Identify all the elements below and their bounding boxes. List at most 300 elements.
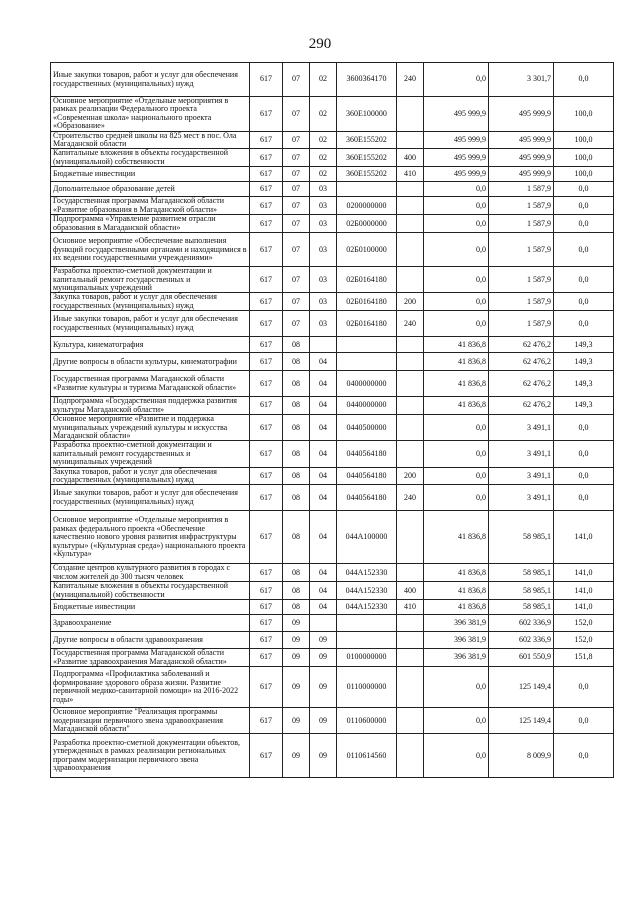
section-cell: 07: [283, 293, 310, 311]
execution-percent-cell: 100,0: [554, 149, 614, 167]
ved-cell: 617: [250, 311, 283, 337]
ved-cell: 617: [250, 215, 283, 233]
expense-type-cell: 240: [397, 311, 424, 337]
ved-cell: 617: [250, 182, 283, 197]
table-row: [51, 293, 614, 311]
expense-type-cell: [397, 337, 424, 353]
ved-cell: 617: [250, 293, 283, 311]
target-article-cell: 0400000000: [337, 371, 397, 397]
target-article-cell: 02Б0100000: [337, 233, 397, 267]
ved-cell: 617: [250, 485, 283, 511]
approved-amount-cell: 495 999,9: [424, 131, 489, 149]
section-cell: 07: [283, 215, 310, 233]
executed-amount-cell: 3 491,1: [489, 485, 554, 511]
table-row: [51, 63, 614, 97]
executed-amount-cell: 495 999,9: [489, 97, 554, 132]
row-name-cell: Разработка проектно-сметной документации объектов, утвержденных в рамках реализации региональных программ модернизации первичного звена здравоохранения: [51, 734, 250, 778]
target-article-cell: 044A152330: [337, 564, 397, 582]
target-article-cell: 0110000000: [337, 667, 397, 708]
approved-amount-cell: 0,0: [424, 485, 489, 511]
executed-amount-cell: 602 336,9: [489, 632, 554, 649]
expense-type-cell: [397, 708, 424, 734]
section-cell: 07: [283, 63, 310, 97]
subsection-cell: 09: [310, 632, 337, 649]
row-name-cell: Строительство средней школы на 825 мест в пос. Ола Магаданской области: [51, 131, 250, 149]
subsection-cell: 04: [310, 441, 337, 467]
expense-type-cell: [397, 371, 424, 397]
ved-cell: 617: [250, 397, 283, 415]
target-article-cell: [337, 337, 397, 353]
ved-cell: 617: [250, 511, 283, 564]
ved-cell: 617: [250, 415, 283, 441]
section-cell: 08: [283, 600, 310, 615]
section-cell: 08: [283, 441, 310, 467]
executed-amount-cell: 3 491,1: [489, 441, 554, 467]
execution-percent-cell: 151,8: [554, 649, 614, 667]
approved-amount-cell: 41 836,8: [424, 582, 489, 600]
section-cell: 08: [283, 415, 310, 441]
section-cell: 07: [283, 233, 310, 267]
execution-percent-cell: 0,0: [554, 467, 614, 485]
subsection-cell: 03: [310, 267, 337, 293]
section-cell: 08: [283, 511, 310, 564]
table-row: [51, 415, 614, 441]
table-row: [51, 97, 614, 132]
execution-percent-cell: 0,0: [554, 415, 614, 441]
row-name-cell: Закупка товаров, работ и услуг для обеспечения государственных (муниципальных) нужд: [51, 293, 250, 311]
table-row: [51, 600, 614, 615]
ved-cell: 617: [250, 267, 283, 293]
executed-amount-cell: 58 985,1: [489, 511, 554, 564]
section-cell: 09: [283, 615, 310, 632]
table-row: [51, 149, 614, 167]
subsection-cell: 04: [310, 485, 337, 511]
execution-percent-cell: 152,0: [554, 632, 614, 649]
subsection-cell: 02: [310, 167, 337, 182]
section-cell: 08: [283, 582, 310, 600]
target-article-cell: 044A152330: [337, 600, 397, 615]
row-name-cell: Создание центров культурного развития в городах с числом жителей до 300 тысяч человек: [51, 564, 250, 582]
approved-amount-cell: 495 999,9: [424, 167, 489, 182]
subsection-cell: 04: [310, 582, 337, 600]
row-name-cell: Другие вопросы в области здравоохранения: [51, 632, 250, 649]
section-cell: 09: [283, 667, 310, 708]
table-row: [51, 131, 614, 149]
subsection-cell: 04: [310, 511, 337, 564]
section-cell: 07: [283, 197, 310, 215]
ved-cell: 617: [250, 564, 283, 582]
executed-amount-cell: 58 985,1: [489, 564, 554, 582]
approved-amount-cell: 0,0: [424, 467, 489, 485]
execution-percent-cell: 100,0: [554, 97, 614, 132]
target-article-cell: [337, 632, 397, 649]
approved-amount-cell: 41 836,8: [424, 564, 489, 582]
subsection-cell: 09: [310, 708, 337, 734]
row-name-cell: Иные закупки товаров, работ и услуг для обеспечения государственных (муниципальных) нужд: [51, 485, 250, 511]
row-name-cell: Государственная программа Магаданской области «Развитие культуры и туризма Магаданской области»: [51, 371, 250, 397]
table-row: [51, 337, 614, 353]
approved-amount-cell: 41 836,8: [424, 511, 489, 564]
execution-percent-cell: 141,0: [554, 600, 614, 615]
subsection-cell: 04: [310, 467, 337, 485]
target-article-cell: 0440564180: [337, 467, 397, 485]
section-cell: 09: [283, 734, 310, 778]
subsection-cell: 02: [310, 149, 337, 167]
approved-amount-cell: 495 999,9: [424, 149, 489, 167]
row-name-cell: Государственная программа Магаданской области «Развитие образования в Магаданской области»: [51, 197, 250, 215]
table-row: [51, 167, 614, 182]
row-name-cell: Основное мероприятие "Реализация программы модернизации первичного звена здравоохранения Магаданской области": [51, 708, 250, 734]
target-article-cell: 044A152330: [337, 582, 397, 600]
table-row: [51, 215, 614, 233]
section-cell: 09: [283, 649, 310, 667]
subsection-cell: 03: [310, 215, 337, 233]
approved-amount-cell: 0,0: [424, 197, 489, 215]
table-row: [51, 182, 614, 197]
expense-type-cell: 410: [397, 600, 424, 615]
subsection-cell: 04: [310, 371, 337, 397]
ved-cell: 617: [250, 63, 283, 97]
execution-percent-cell: 141,0: [554, 511, 614, 564]
row-name-cell: Разработка проектно-сметной документации и капитальный ремонт государственных и муниципальных учреждений: [51, 441, 250, 467]
expense-type-cell: [397, 182, 424, 197]
expense-type-cell: [397, 441, 424, 467]
subsection-cell: 02: [310, 131, 337, 149]
approved-amount-cell: 396 381,9: [424, 632, 489, 649]
row-name-cell: Основное мероприятие «Обеспечение выполнения функций государственными органами и находящимися в их ведении государственными учреждениями»: [51, 233, 250, 267]
subsection-cell: 04: [310, 600, 337, 615]
execution-percent-cell: 149,3: [554, 353, 614, 371]
target-article-cell: 0100000000: [337, 649, 397, 667]
executed-amount-cell: 125 149,4: [489, 667, 554, 708]
row-name-cell: Бюджетные инвестиции: [51, 600, 250, 615]
approved-amount-cell: 41 836,8: [424, 353, 489, 371]
approved-amount-cell: 396 381,9: [424, 615, 489, 632]
table-row: [51, 708, 614, 734]
ved-cell: 617: [250, 467, 283, 485]
table-row: [51, 615, 614, 632]
row-name-cell: Бюджетные инвестиции: [51, 167, 250, 182]
subsection-cell: 03: [310, 182, 337, 197]
execution-percent-cell: 149,3: [554, 337, 614, 353]
section-cell: 07: [283, 149, 310, 167]
expense-type-cell: 400: [397, 149, 424, 167]
target-article-cell: 0440500000: [337, 415, 397, 441]
expense-type-cell: [397, 131, 424, 149]
subsection-cell: 04: [310, 415, 337, 441]
row-name-cell: Подпрограмма «Управление развитием отрасли образования в Магаданской области»: [51, 215, 250, 233]
section-cell: 09: [283, 708, 310, 734]
executed-amount-cell: 1 587,9: [489, 293, 554, 311]
executed-amount-cell: 62 476,2: [489, 353, 554, 371]
expense-type-cell: 240: [397, 485, 424, 511]
approved-amount-cell: 41 836,8: [424, 600, 489, 615]
approved-amount-cell: 0,0: [424, 293, 489, 311]
execution-percent-cell: 149,3: [554, 371, 614, 397]
table-row: [51, 667, 614, 708]
executed-amount-cell: 1 587,9: [489, 233, 554, 267]
executed-amount-cell: 3 301,7: [489, 63, 554, 97]
approved-amount-cell: 0,0: [424, 441, 489, 467]
row-name-cell: Культура, кинематография: [51, 337, 250, 353]
approved-amount-cell: 0,0: [424, 267, 489, 293]
executed-amount-cell: 8 009,9: [489, 734, 554, 778]
row-name-cell: Другие вопросы в области культуры, кинематографии: [51, 353, 250, 371]
execution-percent-cell: 0,0: [554, 182, 614, 197]
expense-type-cell: [397, 397, 424, 415]
target-article-cell: 0440564180: [337, 441, 397, 467]
executed-amount-cell: 495 999,9: [489, 149, 554, 167]
approved-amount-cell: 0,0: [424, 63, 489, 97]
row-name-cell: Разработка проектно-сметной документации и капитальный ремонт государственных и муниципальных учреждений: [51, 267, 250, 293]
execution-percent-cell: 0,0: [554, 233, 614, 267]
table-row: [51, 233, 614, 267]
table-row: [51, 311, 614, 337]
row-name-cell: Капитальные вложения в объекты государственной (муниципальной) собственности: [51, 582, 250, 600]
section-cell: 07: [283, 182, 310, 197]
ved-cell: 617: [250, 131, 283, 149]
executed-amount-cell: 3 491,1: [489, 415, 554, 441]
execution-percent-cell: 0,0: [554, 485, 614, 511]
expense-type-cell: [397, 734, 424, 778]
execution-percent-cell: 0,0: [554, 293, 614, 311]
approved-amount-cell: 0,0: [424, 233, 489, 267]
expense-type-cell: 410: [397, 167, 424, 182]
executed-amount-cell: 495 999,9: [489, 167, 554, 182]
subsection-cell: 09: [310, 649, 337, 667]
execution-percent-cell: 149,3: [554, 397, 614, 415]
target-article-cell: 0440000000: [337, 397, 397, 415]
budget-table: [50, 62, 614, 778]
approved-amount-cell: 0,0: [424, 415, 489, 441]
executed-amount-cell: 1 587,9: [489, 215, 554, 233]
expense-type-cell: [397, 632, 424, 649]
target-article-cell: 360E155202: [337, 149, 397, 167]
table-row: [51, 467, 614, 485]
subsection-cell: 09: [310, 667, 337, 708]
approved-amount-cell: 0,0: [424, 667, 489, 708]
table-row: [51, 267, 614, 293]
expense-type-cell: [397, 197, 424, 215]
target-article-cell: 02Б0164180: [337, 293, 397, 311]
ved-cell: 617: [250, 167, 283, 182]
subsection-cell: 02: [310, 97, 337, 132]
target-article-cell: 02Б0164180: [337, 311, 397, 337]
table-row: [51, 441, 614, 467]
ved-cell: 617: [250, 97, 283, 132]
approved-amount-cell: 396 381,9: [424, 649, 489, 667]
execution-percent-cell: 100,0: [554, 131, 614, 149]
target-article-cell: 02Б0164180: [337, 267, 397, 293]
subsection-cell: 03: [310, 233, 337, 267]
table-row: [51, 197, 614, 215]
table-row: [51, 649, 614, 667]
executed-amount-cell: 58 985,1: [489, 582, 554, 600]
subsection-cell: [310, 615, 337, 632]
execution-percent-cell: 0,0: [554, 441, 614, 467]
execution-percent-cell: 0,0: [554, 267, 614, 293]
page-number: 290: [308, 36, 332, 52]
subsection-cell: 03: [310, 311, 337, 337]
row-name-cell: Основное мероприятие «Развитие и поддержка муниципальных учреждений культуры и искусства Магаданской области»: [51, 415, 250, 441]
subsection-cell: 09: [310, 734, 337, 778]
expense-type-cell: [397, 415, 424, 441]
expense-type-cell: 200: [397, 293, 424, 311]
expense-type-cell: [397, 233, 424, 267]
expense-type-cell: [397, 667, 424, 708]
approved-amount-cell: 0,0: [424, 182, 489, 197]
approved-amount-cell: 41 836,8: [424, 397, 489, 415]
execution-percent-cell: 152,0: [554, 615, 614, 632]
execution-percent-cell: 0,0: [554, 215, 614, 233]
executed-amount-cell: 125 149,4: [489, 708, 554, 734]
ved-cell: 617: [250, 649, 283, 667]
executed-amount-cell: 62 476,2: [489, 337, 554, 353]
approved-amount-cell: 0,0: [424, 708, 489, 734]
execution-percent-cell: 141,0: [554, 582, 614, 600]
row-name-cell: Подпрограмма «Государственная поддержка развития культуры Магаданской области»: [51, 397, 250, 415]
subsection-cell: 03: [310, 293, 337, 311]
subsection-cell: 02: [310, 63, 337, 97]
ved-cell: 617: [250, 371, 283, 397]
section-cell: 08: [283, 371, 310, 397]
ved-cell: 617: [250, 600, 283, 615]
section-cell: 08: [283, 485, 310, 511]
row-name-cell: Основное мероприятие «Отдельные мероприятия в рамках реализации Федерального проекта «Современная школа» национального проекта «Образование»: [51, 97, 250, 132]
target-article-cell: 044A100000: [337, 511, 397, 564]
section-cell: 08: [283, 564, 310, 582]
target-article-cell: 3600364170: [337, 63, 397, 97]
ved-cell: 617: [250, 734, 283, 778]
expense-type-cell: [397, 353, 424, 371]
execution-percent-cell: 0,0: [554, 734, 614, 778]
table-row: [51, 397, 614, 415]
execution-percent-cell: 0,0: [554, 311, 614, 337]
section-cell: 08: [283, 337, 310, 353]
ved-cell: 617: [250, 337, 283, 353]
subsection-cell: 04: [310, 353, 337, 371]
ved-cell: 617: [250, 233, 283, 267]
target-article-cell: 360E155202: [337, 131, 397, 149]
expense-type-cell: [397, 615, 424, 632]
section-cell: 07: [283, 267, 310, 293]
executed-amount-cell: 1 587,9: [489, 182, 554, 197]
target-article-cell: 0440564180: [337, 485, 397, 511]
row-name-cell: Дополнительное образование детей: [51, 182, 250, 197]
executed-amount-cell: 62 476,2: [489, 371, 554, 397]
table-row: [51, 353, 614, 371]
expense-type-cell: 400: [397, 582, 424, 600]
approved-amount-cell: 495 999,9: [424, 97, 489, 132]
row-name-cell: Закупка товаров, работ и услуг для обеспечения государственных (муниципальных) нужд: [51, 467, 250, 485]
row-name-cell: Подпрограмма «Профилактика заболеваний и формирование здорового образа жизни. Развитие первичной медико-санитарной помощи» на 2016-2022 годы»: [51, 667, 250, 708]
section-cell: 07: [283, 97, 310, 132]
executed-amount-cell: 3 491,1: [489, 467, 554, 485]
target-article-cell: 360E100000: [337, 97, 397, 132]
target-article-cell: 0110600000: [337, 708, 397, 734]
table-row: [51, 632, 614, 649]
executed-amount-cell: 1 587,9: [489, 197, 554, 215]
ved-cell: 617: [250, 582, 283, 600]
execution-percent-cell: 100,0: [554, 167, 614, 182]
row-name-cell: Иные закупки товаров, работ и услуг для обеспечения государственных (муниципальных) нужд: [51, 63, 250, 97]
row-name-cell: Капитальные вложения в объекты государственной (муниципальной) собственности: [51, 149, 250, 167]
executed-amount-cell: 495 999,9: [489, 131, 554, 149]
ved-cell: 617: [250, 197, 283, 215]
ved-cell: 617: [250, 632, 283, 649]
section-cell: 08: [283, 397, 310, 415]
ved-cell: 617: [250, 149, 283, 167]
subsection-cell: 04: [310, 397, 337, 415]
expense-type-cell: [397, 511, 424, 564]
expense-type-cell: [397, 649, 424, 667]
executed-amount-cell: 62 476,2: [489, 397, 554, 415]
subsection-cell: 03: [310, 197, 337, 215]
expense-type-cell: [397, 564, 424, 582]
ved-cell: 617: [250, 441, 283, 467]
expense-type-cell: [397, 97, 424, 132]
target-article-cell: 02Б0000000: [337, 215, 397, 233]
executed-amount-cell: 58 985,1: [489, 600, 554, 615]
target-article-cell: [337, 182, 397, 197]
section-cell: 09: [283, 632, 310, 649]
expense-type-cell: [397, 215, 424, 233]
table-row: [51, 734, 614, 778]
table-row: [51, 564, 614, 582]
executed-amount-cell: 602 336,9: [489, 615, 554, 632]
row-name-cell: Иные закупки товаров, работ и услуг для обеспечения государственных (муниципальных) нужд: [51, 311, 250, 337]
executed-amount-cell: 1 587,9: [489, 311, 554, 337]
row-name-cell: Основное мероприятие «Отдельные мероприятия в рамках федерального проекта «Обеспечение качественно нового уровня развития инфраструктуры культуры» («Культурная среда») национального проекта «Культура»: [51, 511, 250, 564]
ved-cell: 617: [250, 708, 283, 734]
target-article-cell: [337, 615, 397, 632]
expense-type-cell: 200: [397, 467, 424, 485]
executed-amount-cell: 1 587,9: [489, 267, 554, 293]
execution-percent-cell: 0,0: [554, 63, 614, 97]
ved-cell: 617: [250, 615, 283, 632]
ved-cell: 617: [250, 667, 283, 708]
approved-amount-cell: 0,0: [424, 215, 489, 233]
approved-amount-cell: 0,0: [424, 734, 489, 778]
section-cell: 08: [283, 353, 310, 371]
subsection-cell: [310, 337, 337, 353]
section-cell: 07: [283, 167, 310, 182]
table-row: [51, 511, 614, 564]
expense-type-cell: 240: [397, 63, 424, 97]
execution-percent-cell: 0,0: [554, 197, 614, 215]
ved-cell: 617: [250, 353, 283, 371]
target-article-cell: 0110614560: [337, 734, 397, 778]
execution-percent-cell: 0,0: [554, 708, 614, 734]
row-name-cell: Государственная программа Магаданской области «Развитие здравоохранения Магаданской области»: [51, 649, 250, 667]
section-cell: 07: [283, 311, 310, 337]
approved-amount-cell: 41 836,8: [424, 337, 489, 353]
target-article-cell: 360E155202: [337, 167, 397, 182]
table-row: [51, 582, 614, 600]
executed-amount-cell: 601 550,9: [489, 649, 554, 667]
table-row: [51, 371, 614, 397]
subsection-cell: 04: [310, 564, 337, 582]
section-cell: 08: [283, 467, 310, 485]
approved-amount-cell: 0,0: [424, 311, 489, 337]
target-article-cell: [337, 353, 397, 371]
execution-percent-cell: 0,0: [554, 667, 614, 708]
section-cell: 07: [283, 131, 310, 149]
execution-percent-cell: 141,0: [554, 564, 614, 582]
approved-amount-cell: 41 836,8: [424, 371, 489, 397]
table-row: [51, 485, 614, 511]
row-name-cell: Здравоохранение: [51, 615, 250, 632]
